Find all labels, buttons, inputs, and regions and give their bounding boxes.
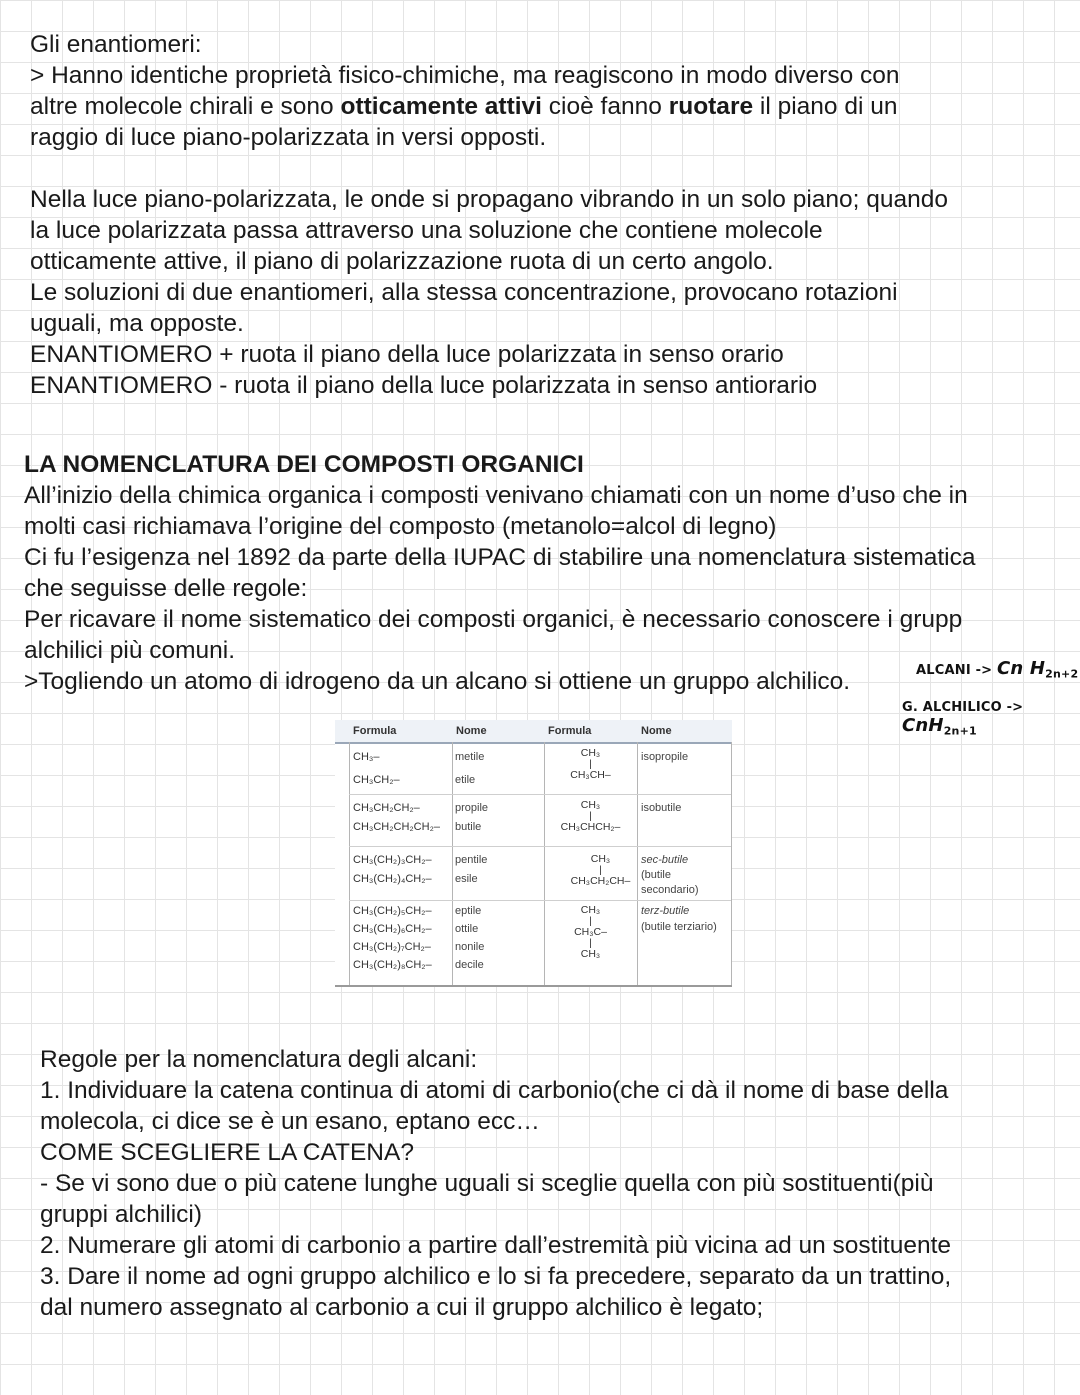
bond-line: | <box>599 864 602 876</box>
text-line: Per ricavare il nome sistematico dei composti organici, è necessario conoscere i grupp <box>24 606 963 633</box>
table-divider <box>731 742 732 985</box>
table-name: pentile <box>455 854 488 866</box>
table-name: isopropile <box>641 751 689 763</box>
table-formula: CH₃(CH₂)₆CH₂– <box>353 923 432 935</box>
table-formula: CH₃(CH₂)₈CH₂– <box>353 959 432 971</box>
table-header-formula: Formula <box>548 725 592 737</box>
table-name-note: secondario) <box>641 884 699 896</box>
text-line: ENANTIOMERO - ruota il piano della luce polarizzata in senso antiorario <box>30 372 818 399</box>
structure-bottom: CH₃CH– <box>570 769 611 781</box>
tert-butyl-structure <box>544 905 637 960</box>
text-line: gruppi alchilici) <box>40 1201 203 1228</box>
note-label: G. ALCHILICO -> <box>902 700 1024 715</box>
text-line: alchilici più comuni. <box>24 637 236 664</box>
table-header-name: Nome <box>456 725 487 737</box>
enantiomers-line: > Hanno identiche proprietà fisico-chimiche, ma reagiscono in modo diverso con <box>30 62 900 89</box>
table-row-separator <box>349 846 545 847</box>
text-line: uguali, ma opposte. <box>30 310 244 337</box>
structure-bottom: CH₃ <box>580 948 601 960</box>
text-line: Regole per la nomenclatura degli alcani: <box>40 1046 478 1073</box>
text-span: il piano di un <box>753 93 898 120</box>
enantiomers-line: raggio di luce piano-polarizzata in versi opposti. <box>30 124 547 151</box>
note-subscript: 2n+1 <box>943 724 977 738</box>
enantiomers-line <box>30 91 1070 122</box>
text-span: cioè fanno <box>542 93 669 120</box>
bond-line: | <box>589 937 592 949</box>
structure-top: CH₃ <box>580 904 601 916</box>
text-line: >Togliendo un atomo di idrogeno da un alcano si ottiene un gruppo alchilico. <box>24 668 851 695</box>
sec-butyl-structure <box>554 854 647 887</box>
table-name-note: (butile terziario) <box>641 921 717 933</box>
table-header-row <box>335 720 732 744</box>
isobutyl-structure <box>544 800 637 833</box>
handwritten-note-alkanes <box>916 658 1078 681</box>
table-name: propile <box>455 802 489 814</box>
table-formula: CH₃(CH₂)₇CH₂– <box>353 941 431 953</box>
alkyl-groups-table <box>335 720 732 987</box>
table-row-separator <box>544 794 731 795</box>
structure-bottom: CH₃CH₂CH– <box>570 875 631 887</box>
table-formula: CH₃(CH₂)₅CH₂– <box>353 905 432 917</box>
bond-line: | <box>589 758 592 770</box>
structure-top: CH₃ <box>580 799 601 811</box>
note-formula: CnH <box>902 715 944 736</box>
enantiomers-title: Gli enantiomeri: <box>30 31 202 58</box>
structure-top: CH₃ <box>590 853 611 865</box>
note-formula: Cn H <box>997 658 1046 679</box>
text-line: Le soluzioni di due enantiomeri, alla stessa concentrazione, provocano rotazioni <box>30 279 898 306</box>
text-line: All’inizio della chimica organica i composti venivano chiamati con un nome d’uso che in <box>24 482 968 509</box>
bond-line: | <box>589 915 592 927</box>
enantiomers-paragraph <box>30 29 1070 153</box>
table-row-separator <box>349 794 545 795</box>
table-name: butile <box>455 821 482 833</box>
table-formula: CH₃(CH₂)₄CH₂– <box>353 873 432 885</box>
polarized-light-paragraph <box>30 184 1070 401</box>
table-name: nonile <box>455 941 485 953</box>
text-line: ENANTIOMERO + ruota il piano della luce polarizzata in senso orario <box>30 341 784 368</box>
table-row-separator <box>544 846 731 847</box>
text-line: Ci fu l’esigenza nel 1892 da parte della IUPAC di stabilire una nomenclatura sistematica <box>24 544 976 571</box>
note-subscript: 2n+2 <box>1045 667 1079 681</box>
text-line: otticamente attive, il piano di polarizzazione ruota di un certo angolo. <box>30 248 774 275</box>
table-divider <box>349 742 350 985</box>
structure-bottom: CH₃CHCH₂– <box>560 821 621 833</box>
isopropyl-structure <box>544 748 637 781</box>
table-formula: CH₃(CH₂)₃CH₂– <box>353 854 432 866</box>
table-name: esile <box>455 873 478 885</box>
text-line: 2. Numerare gli atomi di carbonio a partire dall’estremità più vicina ad un sostituente <box>40 1232 952 1259</box>
table-formula: CH₃CH₂CH₂– <box>353 802 420 814</box>
table-name-note: (butile <box>641 869 671 881</box>
section-heading: LA NOMENCLATURA DEI COMPOSTI ORGANICI <box>24 451 584 478</box>
text-line: dal numero assegnato al carbonio a cui il gruppo alchilico è legato; <box>40 1294 764 1321</box>
handwritten-note-alkyl-group <box>902 700 1080 738</box>
table-formula: CH₃CH₂– <box>353 774 400 786</box>
table-formula: CH₃– <box>353 751 380 763</box>
text-line: Nella luce piano-polarizzata, le onde si propagano vibrando in un solo piano; quando <box>30 186 949 213</box>
nomenclature-section <box>24 449 1064 697</box>
text-span: altre molecole chirali e sono <box>30 93 341 120</box>
bond-line: | <box>589 810 592 822</box>
table-name: sec-butile <box>641 854 689 866</box>
table-header-name: Nome <box>641 725 672 737</box>
table-row-separator <box>349 900 545 901</box>
structure-top: CH₃ <box>580 747 601 759</box>
table-name: ottile <box>455 923 479 935</box>
structure-middle: CH₃C– <box>574 926 607 938</box>
alkane-nomenclature-rules <box>40 1044 1070 1323</box>
note-label: ALCANI -> <box>916 663 998 678</box>
table-header-formula: Formula <box>353 725 397 737</box>
table-name: eptile <box>455 905 482 917</box>
text-line: che seguisse delle regole: <box>24 575 308 602</box>
table-divider <box>452 742 453 985</box>
text-line: la luce polarizzata passa attraverso una soluzione che contiene molecole <box>30 217 823 244</box>
table-name: etile <box>455 774 476 786</box>
bold-term-optically-active: otticamente attivi <box>340 93 542 120</box>
table-name: metile <box>455 751 485 763</box>
table-name: terz-butile <box>641 905 690 917</box>
table-formula: CH₃CH₂CH₂CH₂– <box>353 821 440 833</box>
text-line: molecola, ci dice se è un esano, eptano ecc… <box>40 1108 540 1135</box>
text-line: molti casi richiamava l’origine del composto (metanolo=alcol di legno) <box>24 513 777 540</box>
table-name: decile <box>455 959 484 971</box>
table-name: isobutile <box>641 802 682 814</box>
text-line: 1. Individuare la catena continua di atomi di carbonio(che ci dà il nome di base della <box>40 1077 949 1104</box>
bold-term-rotate: ruotare <box>668 93 754 120</box>
text-line: - Se vi sono due o più catene lunghe uguali si sceglie quella con più sostituenti(più <box>40 1170 934 1197</box>
table-row-separator <box>544 900 731 901</box>
text-line: 3. Dare il nome ad ogni gruppo alchilico e lo si fa precedere, separato da un trattino, <box>40 1263 952 1290</box>
text-line: COME SCEGLIERE LA CATENA? <box>40 1139 414 1166</box>
